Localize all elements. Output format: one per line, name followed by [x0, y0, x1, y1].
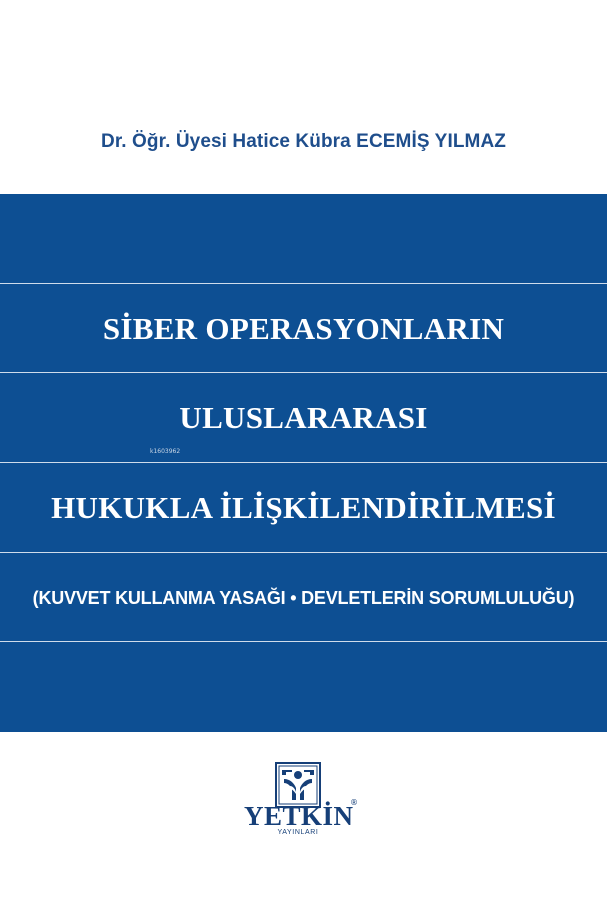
title-line-1: SİBER OPERASYONLARIN — [102, 311, 505, 346]
band-rule — [0, 641, 607, 642]
publisher-name: YETKİN — [244, 801, 354, 831]
band-rule — [0, 552, 607, 553]
band-rule — [0, 283, 607, 284]
publisher-subtitle: YAYINLARI — [277, 829, 319, 836]
author-name: Dr. Öğr. Üyesi Hatice Kübra ECEMİŞ YILMAZ — [101, 131, 506, 152]
title-line-3: HUKUKLA İLİŞKİLENDİRİLMESİ — [51, 490, 556, 525]
band-rule — [0, 372, 607, 373]
publisher-logo — [244, 762, 362, 838]
subtitle: (KUVVET KULLANMA YASAĞI • DEVLETLERİN SORUMLULUĞU) — [32, 588, 575, 608]
watermark-text: k1603962 — [150, 448, 181, 455]
title-line-2: ULUSLARARASI — [179, 400, 428, 435]
registered-mark: ® — [350, 798, 358, 807]
title-band — [0, 194, 607, 732]
band-rule — [0, 462, 607, 463]
